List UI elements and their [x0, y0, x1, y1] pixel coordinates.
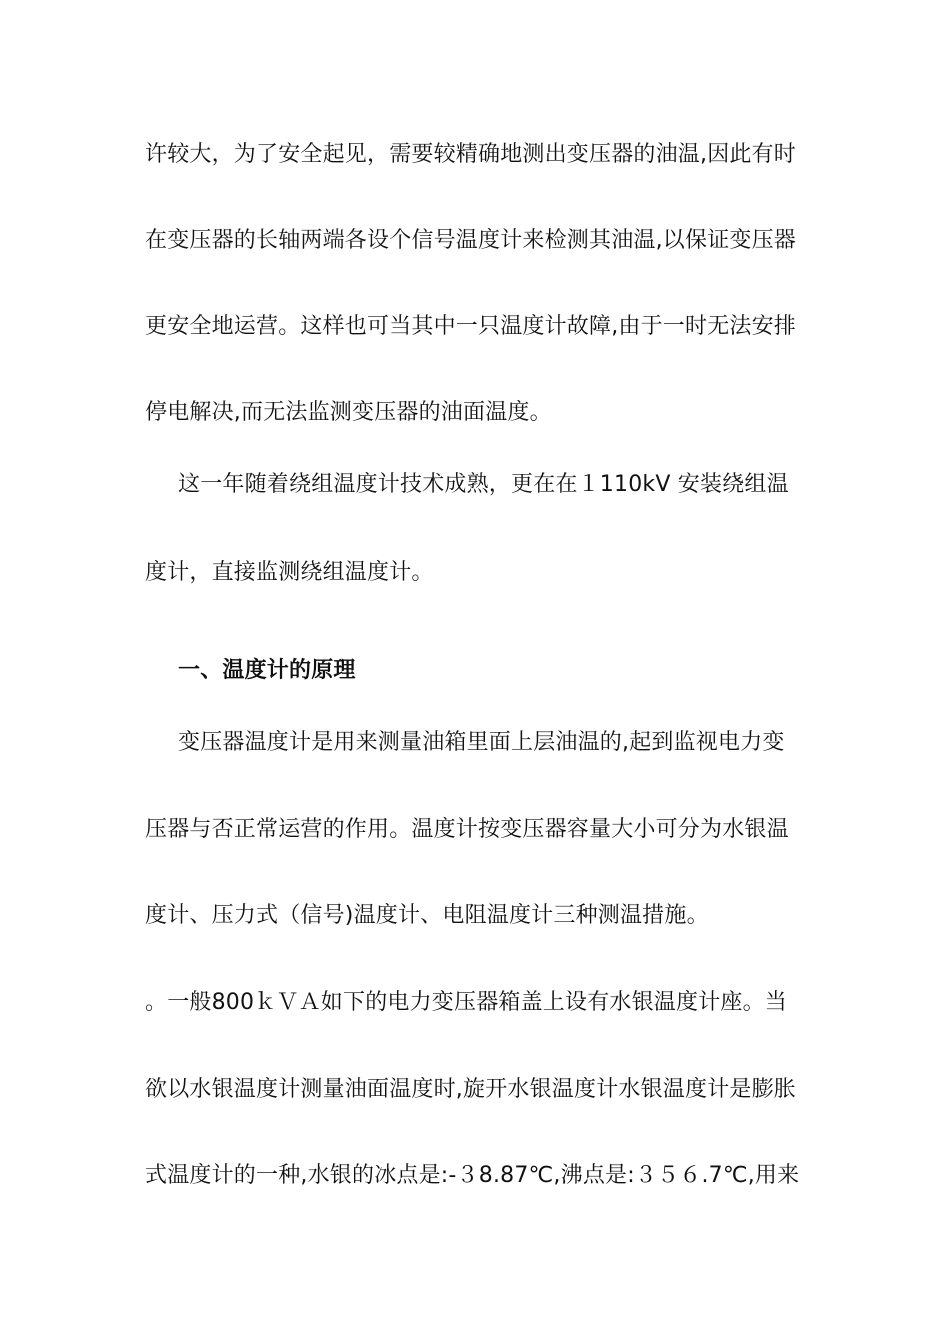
- body-text-line: 更安全地运营。这样也可当其中一只温度计故障,由于一时无法安排: [145, 314, 796, 339]
- body-text-line: 许较大，为了安全起见，需要较精确地测出变压器的油温,因此有时: [145, 142, 796, 167]
- paragraph-first-line: 这一年随着绕组温度计技术成熟，更在在１110kV 安装绕组温: [178, 472, 789, 497]
- body-text-line: 欲以水银温度计测量油面温度时,旋开水银温度计水银温度计是膨胀: [145, 1077, 796, 1102]
- body-text-line: 度计，直接监测绕组温度计。: [145, 560, 434, 585]
- body-text-line: 在变压器的长轴两端各设个信号温度计来检测其油温,以保证变压器: [145, 228, 796, 253]
- body-text-line: 停电解决,而无法监测变压器的油面温度。: [145, 400, 552, 425]
- body-text-line: 式温度计的一种,水银的冰点是:-３8.87℃,沸点是:３５６.7℃,用来: [145, 1163, 800, 1188]
- section-heading: 一、温度计的原理: [178, 658, 356, 683]
- body-text-line: 压器与否正常运营的作用。温度计按变压器容量大小可分为水银温: [145, 817, 789, 842]
- paragraph-first-line: 变压器温度计是用来测量油箱里面上层油温的,起到监视电力变: [178, 730, 785, 755]
- body-text-line: 度计、压力式（信号)温度计、电阻温度计三种测温措施。: [145, 903, 709, 928]
- body-text-line: 。一般800ｋＶＡ如下的电力变压器箱盖上设有水银温度计座。当: [145, 990, 787, 1015]
